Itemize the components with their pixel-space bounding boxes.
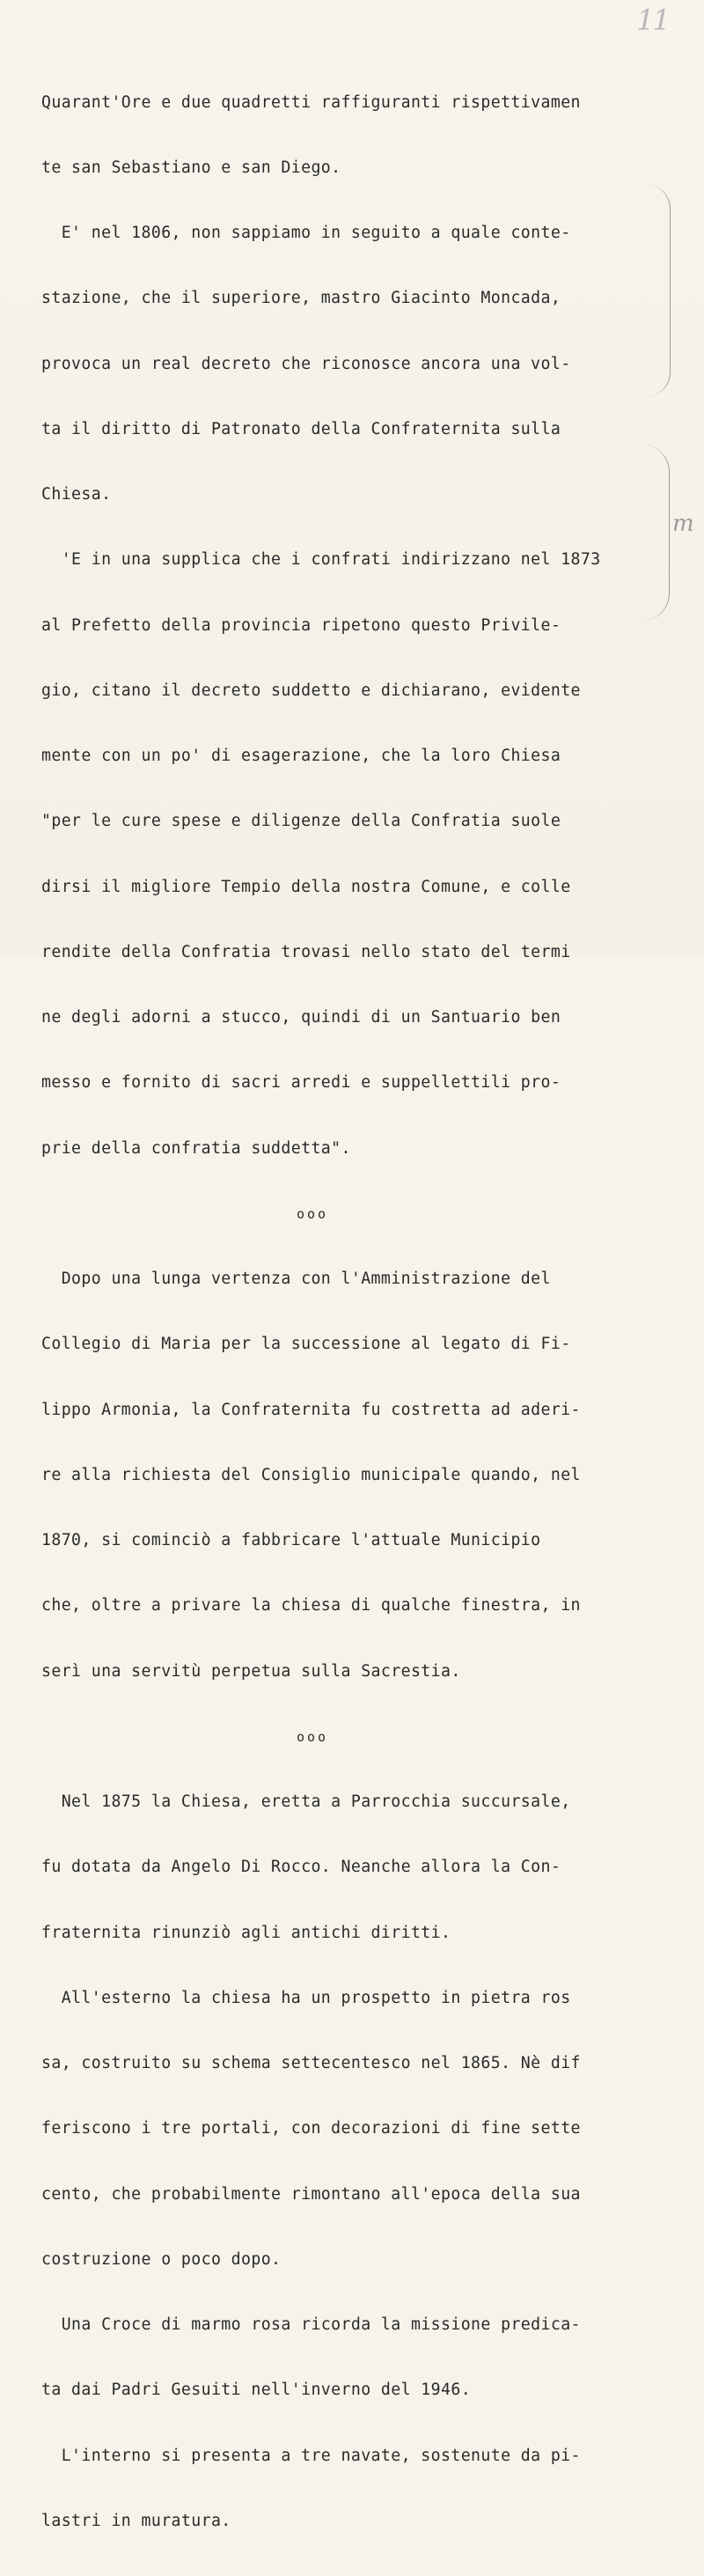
text-line: Nel 1875 la Chiesa, eretta a Parrocchia succursale,	[41, 1792, 571, 1811]
text-line: Chiesa.	[41, 485, 112, 504]
page-number: 11	[636, 4, 669, 37]
text-line: dirsi il migliore Tempio della nostra Comune, e colle	[41, 877, 571, 896]
text-line: lastri in muratura.	[41, 2511, 231, 2530]
text-line: Collegio di Maria per la successione al legato di Fi-	[41, 1335, 571, 1354]
text-line: Dopo una lunga vertenza con l'Amministrazione del	[41, 1270, 551, 1288]
text-line: messo e fornito di sacri arredi e suppellettili pro-	[41, 1073, 561, 1093]
text-line: re alla richiesta del Consiglio municipale quando, nel	[41, 1465, 581, 1484]
typed-text-body	[41, 48, 675, 2576]
text-line: al Prefetto della provincia ripetono questo Privile-	[41, 615, 561, 635]
margin-note: m	[672, 511, 694, 537]
text-line: Quarant'Ore e due quadretti raffiguranti rispettivamen	[41, 92, 581, 112]
text-line: 1870, si cominciò a fabbricare l'attuale Municipio	[41, 1531, 541, 1549]
text-line: stazione, che il superiore, mastro Giacinto Moncada,	[41, 289, 561, 308]
text-line: ta dai Padri Gesuiti nell'inverno del 1946.	[41, 2381, 472, 2400]
text-line: feriscono i tre portali, con decorazioni di fine sette	[41, 2119, 581, 2138]
text-line: costruzione o poco dopo.	[41, 2249, 282, 2269]
text-line: 'E in una supplica che i confrati indirizzano nel 1873	[41, 550, 601, 570]
text-line: fraternita rinunziò agli antichi diritti.	[41, 1923, 451, 1942]
text-line: fu dotata da Angelo Di Rocco. Neanche allora la Con-	[41, 1858, 561, 1877]
text-line: E' nel 1806, non sappiamo in seguito a quale conte-	[41, 224, 571, 242]
text-line: che, oltre a privare la chiesa di qualche finestra, in	[41, 1596, 581, 1616]
text-line: lippo Armonia, la Confraternita fu costretta ad aderi-	[41, 1400, 581, 1419]
text-line: rendite della Confratia trovasi nello stato del termi	[41, 942, 571, 961]
section-separator: ooo	[297, 1205, 329, 1222]
text-line: L'interno si presenta a tre navate, sostenute da pi-	[41, 2446, 581, 2465]
text-line: mente con un po' di esagerazione, che la loro Chiesa	[41, 747, 561, 765]
text-line: te san Sebastiano e san Diego.	[41, 158, 341, 177]
text-line: gio, citano il decreto suddetto e dichiarano, evidente	[41, 681, 581, 700]
text-line: ta il diritto di Patronato della Confraternita sulla	[41, 419, 561, 438]
text-line: ne degli adorni a stucco, quindi di un Santuario ben	[41, 1008, 561, 1027]
text-line: cento, che probabilmente rimontano all'epoca della sua	[41, 2184, 581, 2204]
text-line: Una Croce di marmo rosa ricorda la missione predica-	[41, 2315, 581, 2334]
text-line: prie della confratia suddetta".	[41, 1138, 351, 1158]
text-line: serì una servitù perpetua sulla Sacrestia.	[41, 1661, 461, 1681]
text-line: provoca un real decreto che riconosce ancora una vol-	[41, 354, 571, 373]
text-line: All'esterno la chiesa ha un prospetto in pietra ros	[41, 1988, 571, 2007]
text-line: "per le cure spese e diligenze della Confratia suole	[41, 812, 561, 831]
text-line: sa, costruito su schema settecentesco nel 1865. Nè dif	[41, 2054, 581, 2072]
section-separator: ooo	[297, 1728, 329, 1745]
